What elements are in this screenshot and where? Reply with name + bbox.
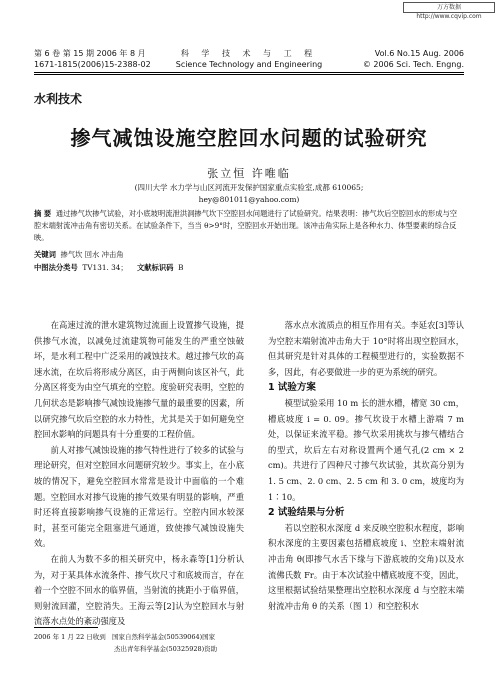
keywords-value: 掺气坎 回水 冲击角 [60,250,124,259]
authors: 张立恒 许唯临 [207,167,291,180]
paragraph: 模型试验采用 10 m 长的泄水槽，槽宽 30 cm，槽底坡度 i = 0. 09。掺气坎设于水槽上游端 7 m 处，以保证来流平稳。掺气坎采用挑坎与掺气槽结合的型式，坎后左右对称设置两个通气孔(2 cm × 2 cm)。共进行了四种尺寸掺气坎试验，其坎高分别为 1. 5 cm、2. 0 cm、2. 5 cm 和 3. 0 cm，坡度均为 1∶10。 [268,397,464,502]
section-2-heading: 2 试验结果与分析 [268,507,345,519]
abstract-text: 通过掺气坎掺气试验，对小底坡明流泄洪洞掺气坎下空腔回水问题进行了试验研究。结果表明：掺气坎后空腔回水的形成与空腔末端射流冲击角有密切关系。在试验条件下，当当 θ>9°时，空腔回水开始出现。该冲击角实际上是各种水力、体型要素的综合反映。 [34,209,458,242]
doc-label: 文献标识码 [137,263,174,272]
paragraph: 若以空腔积水深度 d 来反映空腔积水程度，影响积水深度的主要因素包括槽底坡度 i、空腔末端射流冲击角 θ(即掺气水舌下缘与下游底坡的交角)以及水流佛氏数 Fr。由于本次试验中槽底坡度不变，因此，这里根据试验结果整理出空腔积水深度 d 与空腔末端射流冲击角 θ 的关系（图 1）和空腔积水 [268,522,464,611]
watermark-stamp: 万方数据 http://www.cqvip.com [403,2,495,13]
journal-name-en: Science Technology and Engineering [175,60,323,69]
paragraph: 前人对掺气减蚀设施的掺气特性进行了较多的试验与理论研究，但对空腔回水问题研究较少。事实上，在小底坡的情况下，避免空腔回水常常是设计中面临的一个难题。空腔回水对掺气设施的掺气效果有明显的影响，严重时还将直接影响掺气设施的正常运行。空腔内回水较深时，甚至可能完全阻塞进气通道，致使掺气减蚀设施失效。 [34,444,244,549]
header-right [363,48,464,70]
abstract [34,208,464,244]
journal-name-cn: 科 学 技 术 与 工 程 [180,49,318,58]
footnote [34,631,244,655]
affiliation-line: (四川大学 水力学与山区河流开发保护国家重点实验室,成都 610065; [134,183,364,192]
abstract-label: 摘 要 [34,209,52,218]
volume-info: Vol.6 No.15 Aug. 2006 [374,49,464,58]
doc-value: B [178,263,184,272]
issn-code: 1671-1815(2006)15-2388-02 [34,60,151,69]
paragraph: 落水点水流质点的相互作用有关。李延农[3]等认为空腔末端射流冲击角大于 10°时将出现空腔回水，但其研究是针对具体的工程模型进行的，实验数据不多，因此，有必要做进一步的更为系统的研究。 [268,320,464,377]
paragraph: 在前人为数不多的相关研究中，杨永森等[1]分析认为，对于某具体水流条件、掺气坎尺寸和底坡而言，存在着一个空腔不回水的临界值，当射流的挑距小于临界值，则射流回灌，空腔消失。王海云等[2]认为空腔回水与射流落水点处的紊动强度及 [34,553,244,627]
classification [34,262,184,274]
keywords [34,249,124,261]
class-label: 中图法分类号 [34,263,78,272]
paragraph: 在高速过流的泄水建筑物过流面上设置掺气设施，提供掺气水流，以减免过流建筑物可能发生的严重空蚀破坏，是水利工程中广泛采用的减蚀技术。越过掺气坎的高速水流，在坎后将形成分离区，由于两侧向该区补气，此分离区将变为由空气填充的空腔。度验研究表明，空腔的几何状态是影响掺气减蚀设施掺气量的最重要的因素，所以研究掺气坎后空腔的水力特性，尤其是关于如何避免空腔回水影响的问题具有十分重要的工程价值。 [34,320,244,440]
affiliation [0,182,498,206]
section-1-heading: 1 试验方案 [268,382,316,394]
fund-line-1: 国家自然科学基金(50539064)国家 [112,633,216,641]
header-rule-thick [34,72,464,73]
header-rule-thin [34,74,464,75]
issue-info: 第 6 卷 第 15 期 2006 年 8 月 [34,49,146,58]
copyright: © 2006 Sci. Tech. Engng. [362,60,464,69]
received-date: 2006 年 1 月 22 日收到 [34,633,106,641]
fund-line-2: 杰出青年科学基金(50325928)资助 [114,645,218,653]
right-column [268,318,464,614]
paper-title: 掺气减蚀设施空腔回水问题的试验研究 [70,126,428,150]
section-heading: 水利技术 [34,92,83,106]
class-value: TV131. 34； [82,263,128,272]
footnote-rule [34,627,98,628]
email: hey@801011@yahoo.com) [198,195,300,204]
keywords-label: 关键词 [34,250,56,259]
left-column [34,318,244,630]
